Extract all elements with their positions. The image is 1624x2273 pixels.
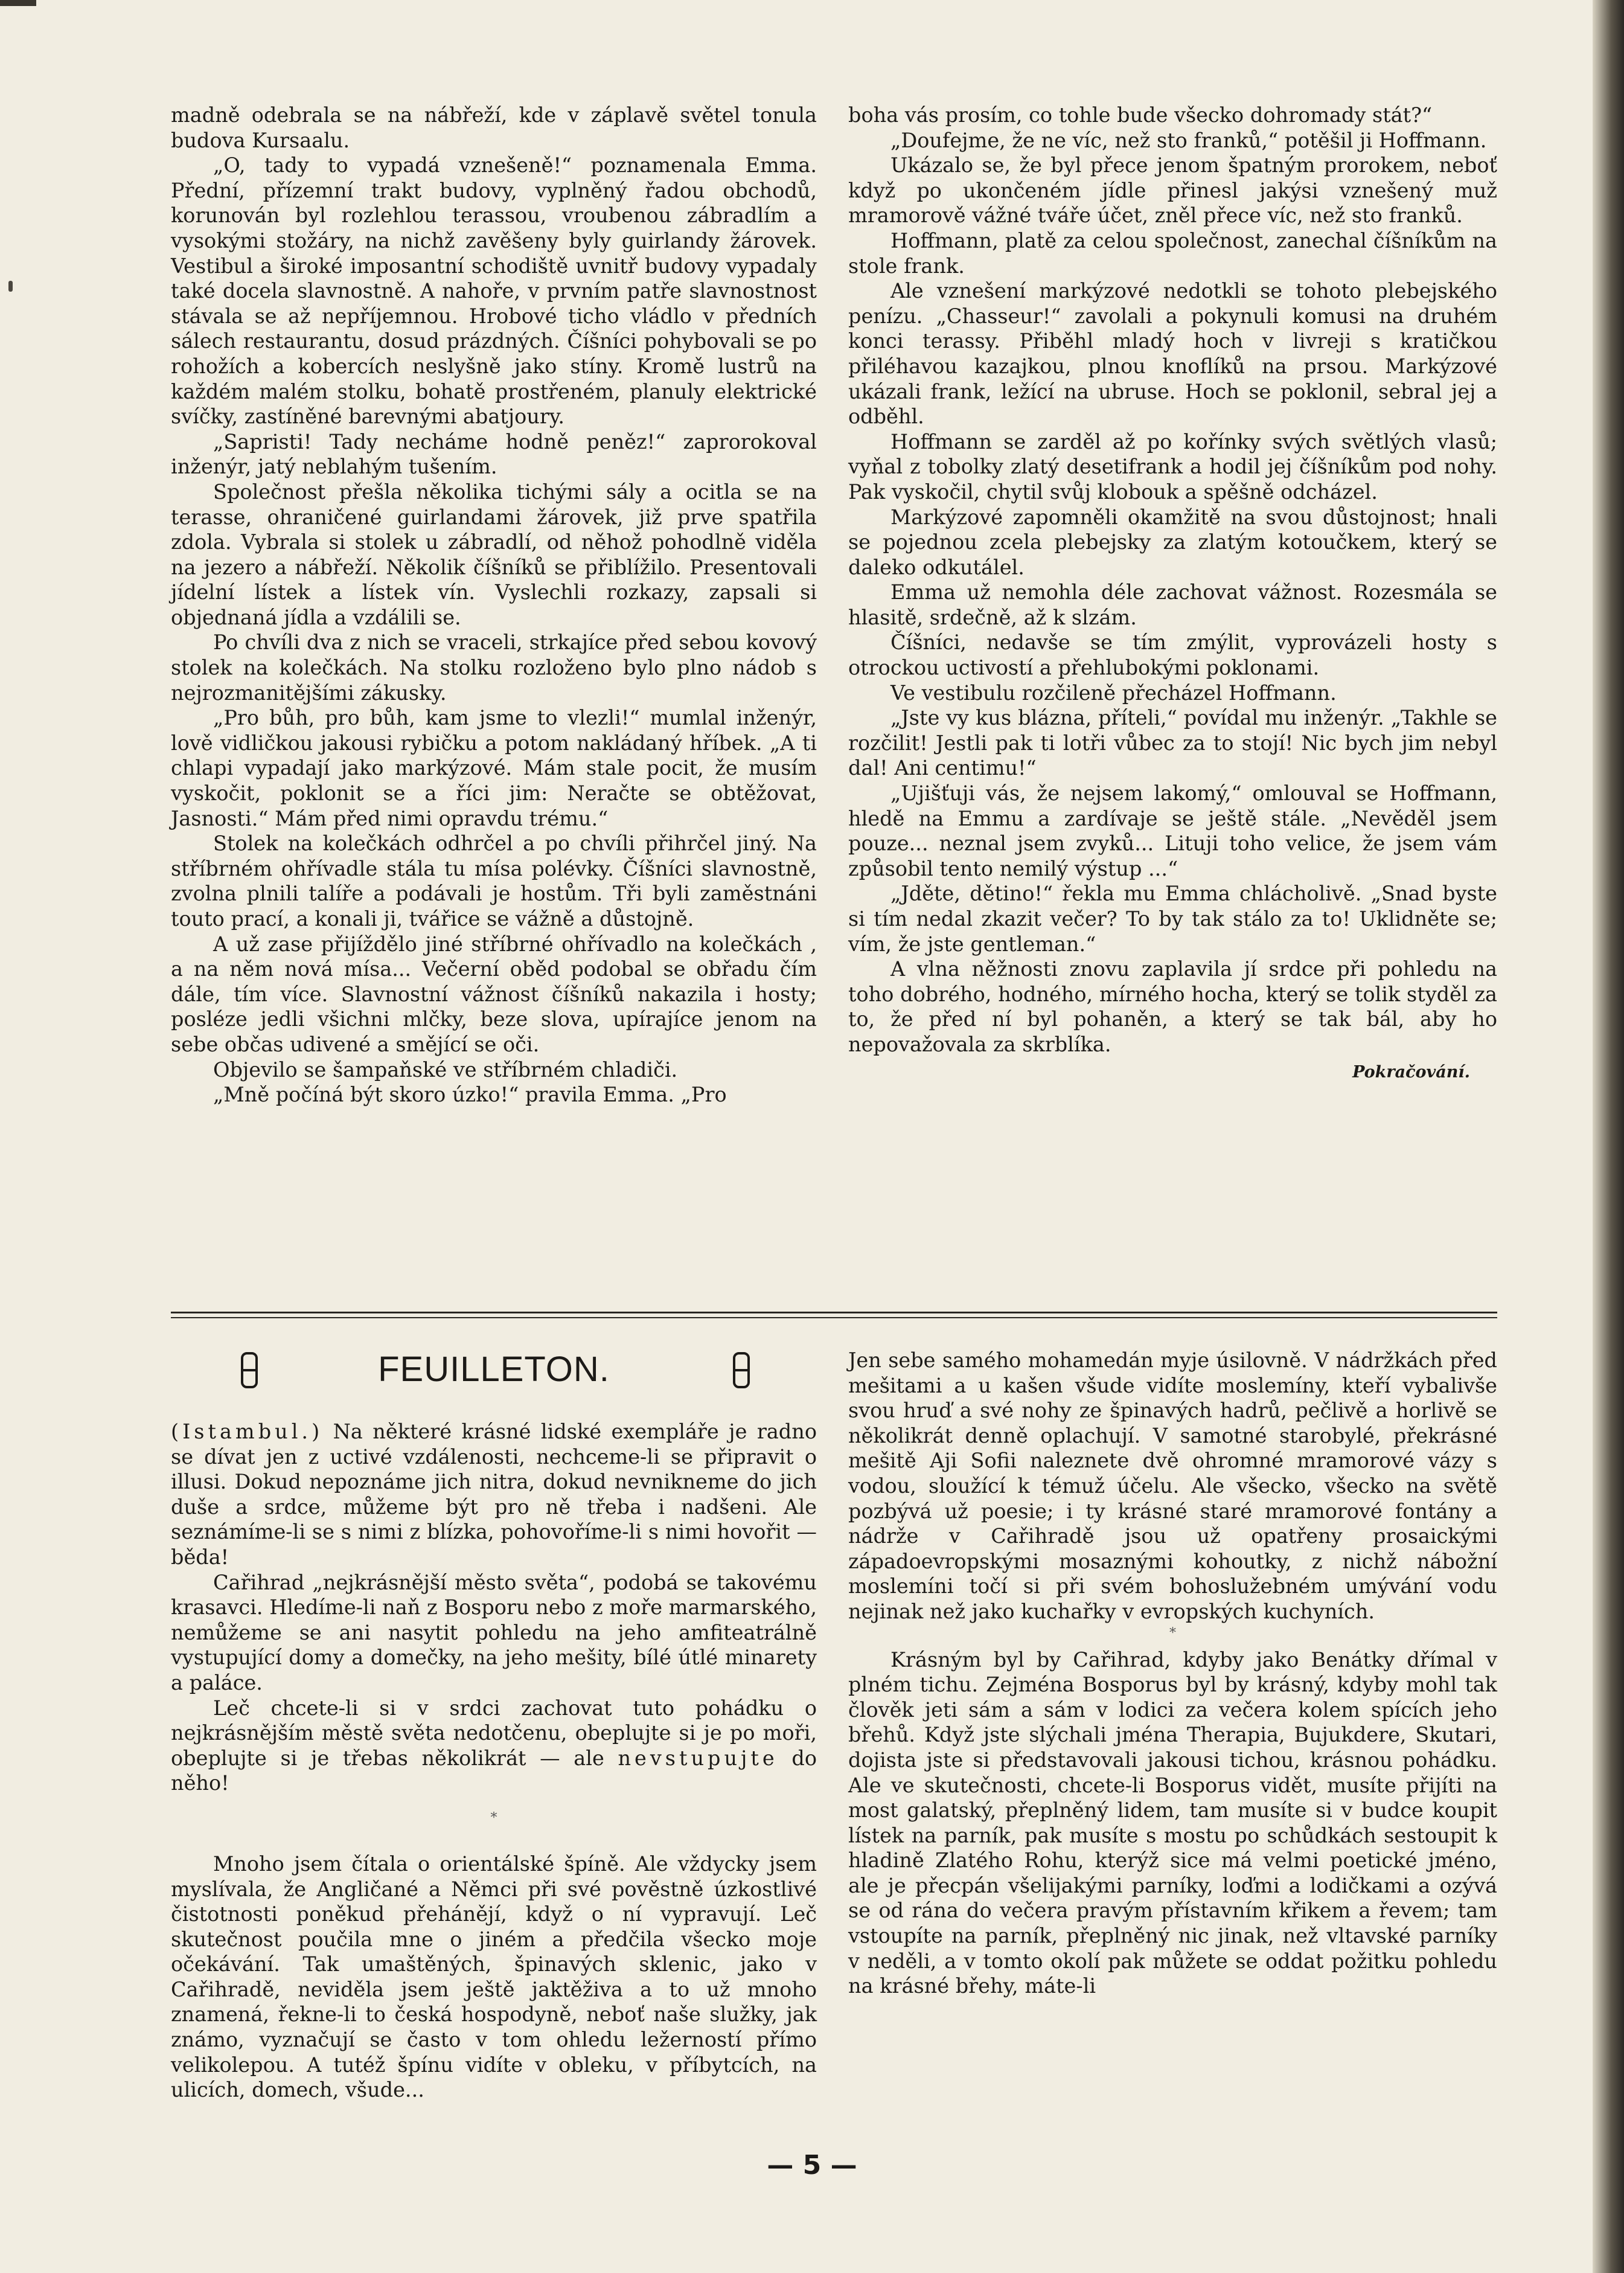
- paragraph: A už zase přijíždělo jiné stříbrné ohřívadlo na kolečkách , a na něm nová mísa... Večerní oběd podobal se obřadu čím dále, tím více. Slavnostní vážnost číšníků nakazila i hosty; posléze jedli všichni mlčky, beze slova, upírajíce jenom na sebe občas udivené a smějící se oči.: [171, 932, 817, 1056]
- paragraph: A vlna něžnosti znovu zaplavila jí srdce při pohledu na toho dobrého, hodného, mírného hocha, který se tolik styděl za to, že před ní byl pohaněn, a který se tak bál, aby ho nepovažovala za skrblíka.: [848, 957, 1497, 1056]
- paragraph: Hoffmann se zarděl až po kořínky svých světlých vlasů; vyňal z tobolky zlatý desetifrank a hodil jej číšníkům pod nohy. Pak vyskočil, chytil svůj klobouk a spěšně odcházel.: [848, 429, 1497, 504]
- paragraph: „Sapristi! Tady necháme hodně peněz!“ zaprorokoval inženýr, jatý neblahým tušením.: [171, 429, 817, 479]
- paragraph: madně odebrala se na nábřeží, kde v záplavě světel tonula budova Kursaalu.: [171, 103, 817, 152]
- story-column-right: [848, 103, 1497, 1085]
- corner-mark: [0, 0, 36, 6]
- paragraph: Stolek na kolečkách odhrčel a po chvíli přihrčel jiný. Na stříbrném ohřívadle stála tu mísa polévky. Číšníci slavnostně, zvolna plnili talíře a podávali je hostům. Tři byli zaměstnáni touto prací, a konali ji, tvářice se vážně a důstojně.: [171, 832, 817, 931]
- paragraph: Emma už nemohla déle zachovat vážnost. Rozesmála se hlasitě, srdečně, až k slzám.: [848, 580, 1497, 629]
- section-star: *: [1169, 1625, 1176, 1641]
- paragraph: Objevilo se šampaňské ve stříbrném chladiči.: [213, 1057, 678, 1082]
- feuilleton-heading: [171, 1348, 817, 1402]
- paragraph-text: Na některé krásné lidské exempláře je radno se dívat jen z uctivé vzdálenosti, nechceme-li se připravit o illusi. Dokud nepoznáme jich nitra, dokud nevnikneme do jich duše a srdce, můžeme být pro ně třeba i nadšeni. Ale seznámíme-li se s nimi z blízka, pohovoříme-li s nimi hovořit — běda!: [171, 1420, 817, 1569]
- feuilleton-title: FEUILLETON.: [378, 1350, 610, 1389]
- paragraph-text: do něho!: [171, 1746, 817, 1795]
- paragraph: [171, 1419, 817, 1570]
- page-number: — 5 —: [767, 2150, 857, 2181]
- paragraph: Krásným byl by Cařihrad, kdyby jako Benátky dřímal v plném tichu. Zejména Bosporus byl by krásný, kdyby mohl tak člověk jeti sám a sám v lodici za večera kolem spících jeho břehů. Když jste slýchali jména Therapia, Bujukdere, Skutari, dojista jste si představovali jakousi tichou, krásnou pohádku. Ale ve skutečnosti, chcete-li Bosporus vidět, musíte přijíti na most galatský, přeplněný lidem, tam musíte si v budce koupit lístek na parník, pak musíte s mostu po schůdkách sestoupit k hladině Zlatého Rohu, kterýž sice má velmi poetické jméno, ale je přecpán všelijakými parníky, loďmi a lodičkami a ozývá se od rána do večera pravým přístavním křikem a řevem; tam vstoupíte na parník, přeplněný nic jinak, než vltavské parníky v neděli, a v tomto okolí pak můžete se oddat požitku pohledu na krásné břehy, máte-li: [848, 1647, 1497, 1998]
- paragraph: [171, 1696, 817, 1796]
- paragraph: „Doufejme, že ne víc, než sto franků,“ potěšil ji Hoffmann.: [890, 128, 1487, 152]
- paragraph: Ale vznešení markýzové nedotkli se tohoto plebejského penízu. „Chasseur!“ zavolali a pokynuli komusi na druhém konci terassy. Přiběhl mladý hoch v livreji s kratičkou přiléhavou kazajkou, plnou knoflíků na prsou. Markýzové ukázali frank, ležící na ubruse. Hoch se poklonil, sebral jej a odběhl.: [848, 279, 1497, 429]
- paragraph: Ukázalo se, že byl přece jenom špatným prorokem, neboť když po ukončeném jídle přinesl jakýsi vznešený muž mramorově vážné tváře účet, zněl přece víc, než sto franků.: [848, 153, 1497, 228]
- paragraph: „Ujišťuji vás, že nejsem lakomý,“ omlouval se Hoffmann, hledě na Emmu a zardívaje se ještě stále. „Nevěděl jsem pouze... neznal jsem zvyků... Lituji toho velice, že jsem vám způsobil tento nemilý výstup ...“: [848, 781, 1497, 880]
- paragraph: „Mně počíná být skoro úzko!“ pravila Emma. „Pro: [213, 1083, 727, 1107]
- paragraph: „O, tady to vypadá vznešeně!“ poznamenala Emma. Přední, přízemní trakt budovy, vyplněný řadou obchodů, korunován byl rozlehlou terassou, vroubenou zábradlím a vysokými stožáry, na nichž zavěšeny byly guirlandy žárovek. Vestibul a široké imposantní schodiště uvnitř budovy vypadaly také docela slavnostně. A nahoře, v prvním patře slavnostnost stávala se až nepříjemnou. Hrobové ticho vládlo v předních sálech restaurantu, dosud prázdných. Číšníci pohybovali se po rohožích a kobercích neslyšně jako stíny. Kromě lustrů na každém malém stolku, bohatě prostřeném, planuly elektrické svíčky, zastíněné barevnými abatjoury.: [171, 153, 817, 429]
- paragraph: „Pro bůh, pro bůh, kam jsme to vlezli!“ mumlal inženýr, lově vidličkou jakousi rybičku a potom nakládaný hříbek. „A ti chlapi vypadají jako markýzové. Mám stale pocit, že musím vyskočit, poklonit se a říci jim: Neračte se obtěžovat, Jasnosti.“ Mám před nimi opravdu trému.“: [171, 706, 817, 830]
- feuilleton-column-left: [171, 1419, 817, 2103]
- paragraph: Cařihrad „nejkrásnější město světa“, podobá se takovému krasavci. Hledíme-li naň z Bosporu nebo z moře marmarského, nemůžeme se ani nasytit pohledu na jeho amfiteatrálně vystupující domy a domečky, na jeho mešity, bílé útlé minarety a paláce.: [171, 1570, 817, 1694]
- feuilleton-column-right: [848, 1348, 1497, 1999]
- continuation-note: Pokračování.: [1352, 1062, 1470, 1082]
- paragraph: boha vás prosím, co tohle bude všecko dohromady stát?“: [848, 103, 1433, 127]
- paragraph: Hoffmann, platě za celou společnost, zanechal číšníkům na stole frank.: [848, 228, 1497, 278]
- dateline: (Istambul.): [171, 1420, 324, 1443]
- story-column-left: [171, 103, 817, 1108]
- paragraph-text: Leč chcete-li si v srdci zachovat tuto pohádku o nejkrásnějším městě světa nedotčenu, obeplujte si je po moři, obeplujte si je třebas několikrát — ale: [171, 1696, 817, 1770]
- paragraph: Společnost přešla několika tichými sály a ocitla se na terasse, ohraničené guirlandami žárovek, již prve spatřila zdola. Vybrala si stolek u zábradlí, od něhož pohodlně viděla na jezero a nábřeží. Několik číšníků se přiblížilo. Presentovali jídelní lístek a lístek vín. Vyslechli rozkazy, zapsali si objednaná jídla a vzdálili se.: [171, 479, 817, 629]
- section-divider: [171, 1317, 1497, 1318]
- paragraph: Markýzové zapomněli okamžitě na svou důstojnost; hnali se pojednou zcela plebejsky za zlatým kotoučkem, který se daleko odkutálel.: [848, 505, 1497, 579]
- paragraph: Číšníci, nedavše se tím zmýlit, vyprovázeli hosty s otrockou uctivostí a přehlubokými poklonami.: [848, 630, 1497, 680]
- ornament-icon: [732, 1351, 750, 1389]
- section-divider: [171, 1312, 1497, 1313]
- emphasis: nevstupujte: [618, 1746, 778, 1770]
- paragraph: Jen sebe samého mohamedán myje úsilovně. V nádržkách před mešitami a u kašen všude vidíte moslemíny, kteří vybalivše svou hruď a své nohy ze špinavých hadrů, pečlivě a horlivě se několikrát denně oplachují. V samotné starobylé, překrásné mešitě Aji Sofii naleznete dvě ohromné mramorové vázy s vodou, sloužící k témuž účelu. Ale všecko, všecko na světě pozbývá už poesie; i ty krásné staré mramorové fontány a nádrže v Cařihradě jsou už opatřeny prosaickými západoevropskými mosaznými kohoutky, z nichž nábožní moslemíni točí si při svém bohoslužebném umývání vodu nejinak než jako kuchařky v evropských kuchyních.: [848, 1348, 1497, 1623]
- paragraph: „Jděte, dětino!“ řekla mu Emma chlácholivě. „Snad byste si tím nedal zkazit večer? To by tak stálo za to! Uklidněte se; vím, že jste gentleman.“: [848, 882, 1497, 956]
- paragraph: Ve vestibulu rozčileně přecházel Hoffmann.: [890, 681, 1337, 705]
- margin-mark: [8, 281, 13, 292]
- section-star: *: [490, 1810, 497, 1826]
- paragraph: „Jste vy kus blázna, příteli,“ povídal mu inženýr. „Takhle se rozčilit! Jestli pak ti lotři vůbec za to stojí! Nic bych jim nebyl dal! Ani centimu!“: [848, 706, 1497, 780]
- paragraph: Mnoho jsem čítala o orientálské špíně. Ale vždycky jsem myslívala, že Angličané a Němci při své pověstně úzkostlivé čistotnosti poněkud přehánějí, když o ní vypravují. Leč skutečnost poučila mne o jiném a předčila všecko moje očekávání. Tak umaštěných, špinavých sklenic, jako v Cařihradě, neviděla jsem ještě jaktěživa a to už mnoho znamená, řekne-li to česká hospodyně, neboť naše služky, jak známo, vyznačují se často v tom ohledu ležerností přímo velikolepou. A tutéž špínu vidíte v obleku, v příbytcích, na ulicích, domech, všude...: [171, 1851, 817, 2102]
- paragraph: Po chvíli dva z nich se vraceli, strkajíce před sebou kovový stolek na kolečkách. Na stolku rozloženo bylo plno nádob s nejrozmanitějšími zákusky.: [171, 630, 817, 705]
- binding-edge: [1593, 0, 1624, 2273]
